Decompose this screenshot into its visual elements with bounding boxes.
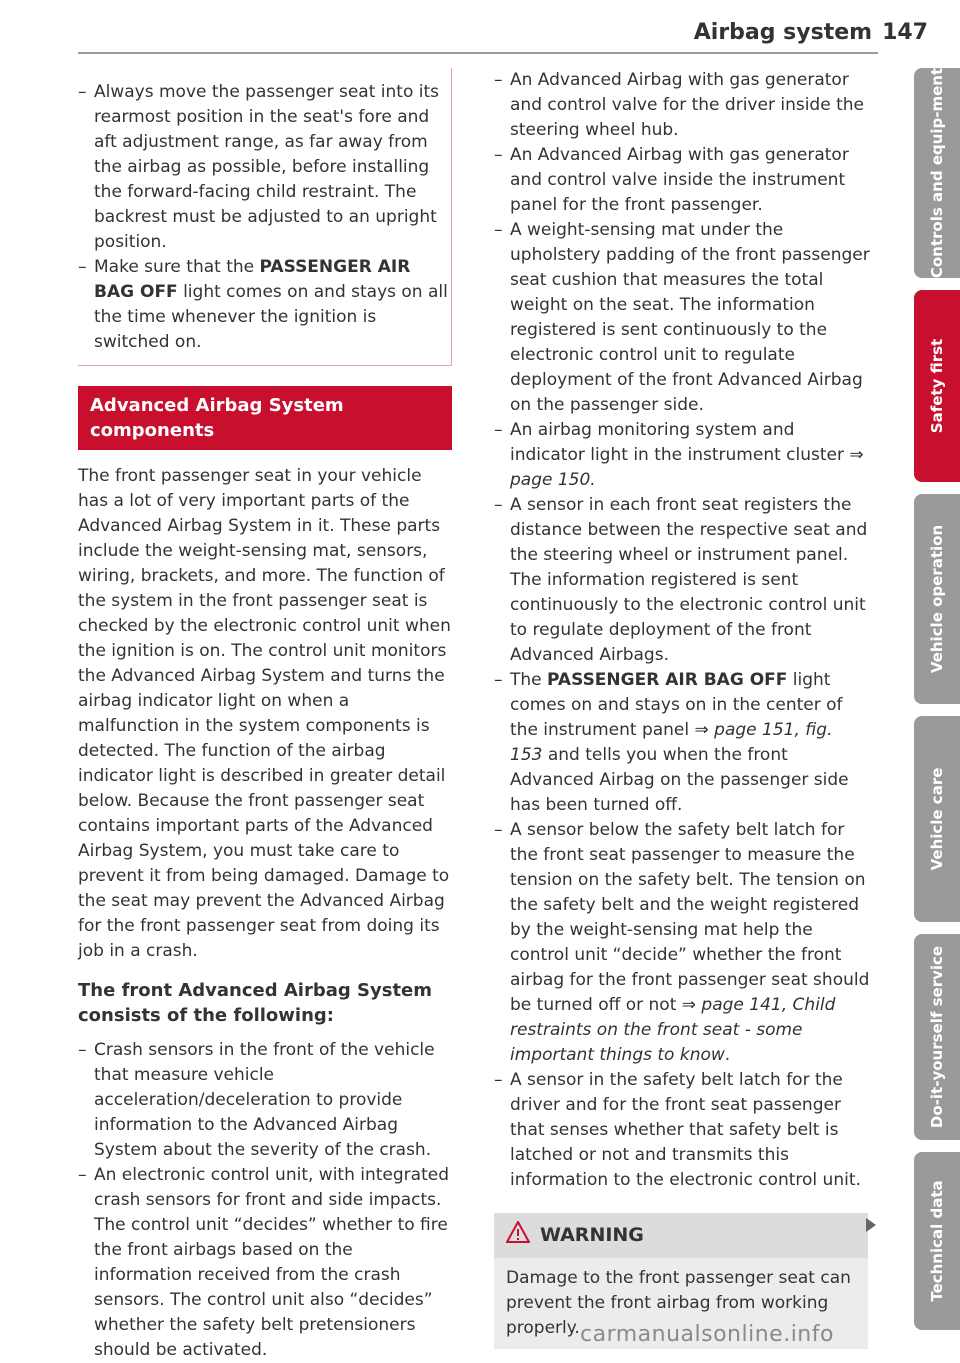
list-item: – An Advanced Airbag with gas generator and control valve inside the instrument panel for the front passenger. [494, 143, 870, 218]
watermark: carmanualsonline.info [580, 1322, 834, 1347]
warning-title: WARNING [540, 1224, 644, 1246]
page-reference-link[interactable]: ⇒ page 150. [510, 445, 864, 490]
list-item: – An Advanced Airbag with gas generator and control valve for the driver inside the steering wheel hub. [494, 68, 870, 143]
section-title: Advanced Airbag System components [78, 386, 452, 450]
list-item: – A sensor in the safety belt latch for the driver and for the front seat passenger that senses whether that safety belt is latched or not and transmits this information to the electronic control unit. [494, 1068, 870, 1193]
subheading: The front Advanced Airbag System consists of the following: [78, 980, 433, 1026]
header-rule [78, 52, 878, 54]
indicator-name: PASSENGER AIR BAG OFF [547, 670, 788, 690]
tab-technical-data[interactable]: Technical data [914, 1152, 960, 1330]
list-item: – Crash sensors in the front of the vehicle that measure vehicle acceleration/deceleration to provide information to the Advanced Airbag System about the severity of the crash. [78, 1038, 452, 1163]
components-list-continued [494, 68, 870, 1193]
right-column [494, 68, 870, 1349]
tab-do-it-yourself-service[interactable]: Do-it-yourself service [914, 934, 960, 1140]
continue-arrow-icon [866, 1218, 876, 1232]
list-item: – A weight-sensing mat under the upholstery padding of the front passenger seat cushion that measures the total weight on the seat. The information registered is sent continuously to the electronic control unit to regulate deployment of the front Advanced Airbag on the passenger side. [494, 218, 870, 418]
indicator-name: PASSENGER AIR BAG OFF [94, 257, 411, 302]
page-reference-link[interactable]: ⇒ page 141, Child restraints on the front seat - some important things to know [510, 995, 836, 1065]
warning-triangle-icon [506, 1221, 530, 1250]
tab-vehicle-care[interactable]: Vehicle care [914, 716, 960, 922]
list-item: – An electronic control unit, with integrated crash sensors for front and side impacts. The control unit “decides” whether to fire the front airbags based on the information received from the crash sensors. The control unit also “decides” whether the safety belt pretensioners should be activated. [78, 1163, 452, 1363]
note-box [78, 68, 452, 366]
warning-text: Damage to the front passenger seat can prevent the front airbag from working properly. [494, 1258, 868, 1349]
note-item: – Always move the passenger seat into its rearmost position in the seat's fore and aft adjustment range, as far away from the airbag as possible, before installing the forward-facing child restraint. The backrest must be adjusted to an upright position. [78, 80, 451, 255]
section-name: Airbag system [693, 20, 873, 45]
tab-safety-first[interactable]: Safety first [914, 290, 960, 482]
left-column [78, 68, 452, 1363]
list-item: – The PASSENGER AIR BAG OFF light comes on and stays on in the center of the instrument panel ⇒ page 151, fig. 153 and tells you when the front Advanced Airbag on the passenger side has been turned off. [494, 668, 870, 818]
list-item: – A sensor below the safety belt latch for the front seat passenger to measure the tension on the safety belt. The tension on the safety belt and the weight registered by the weight-sensing mat help the control unit “decide” whether the front airbag for the front passenger seat should be turned off or not ⇒ page 141, Child restraints on the front seat - some important things to know. [494, 818, 870, 1068]
list-item: – An airbag monitoring system and indicator light in the instrument cluster ⇒ page 150. [494, 418, 870, 493]
tab-controls-and-equipment[interactable]: Controls and equip-ment [914, 68, 960, 278]
list-item: – A sensor in each front seat registers the distance between the respective seat and the steering wheel or instrument panel. The information registered is sent continuously to the electronic control unit to regulate deployment of the front Advanced Airbags. [494, 493, 870, 668]
running-head [694, 20, 928, 45]
tab-vehicle-operation[interactable]: Vehicle operation [914, 494, 960, 704]
warning-header [494, 1213, 868, 1258]
components-list [78, 1038, 452, 1363]
page-reference-link[interactable]: ⇒ page 151, fig. 153 [510, 720, 833, 765]
page-number: 147 [882, 20, 928, 45]
note-item: – Make sure that the PASSENGER AIR BAG OFF light comes on and stays on all the time whenever the ignition is switched on. [78, 255, 451, 355]
intro-paragraph: The front passenger seat in your vehicle has a lot of very important parts of the Advanced Airbag System in it. These parts include the weight-sensing mat, sensors, wiring, brackets, and more. The function of the system in the front passenger seat is checked by the electronic control unit when the ignition is on. The control unit monitors the Advanced Airbag System and turns the airbag indicator light on when a malfunction in the system components is detected. The function of the airbag indicator light is described in greater detail below. Because the front passenger seat contains important parts of the Advanced Airbag System, you must take care to prevent it from being damaged. Damage to the seat may prevent the Advanced Airbag for the front passenger seat from doing its job in a crash. [78, 466, 451, 961]
